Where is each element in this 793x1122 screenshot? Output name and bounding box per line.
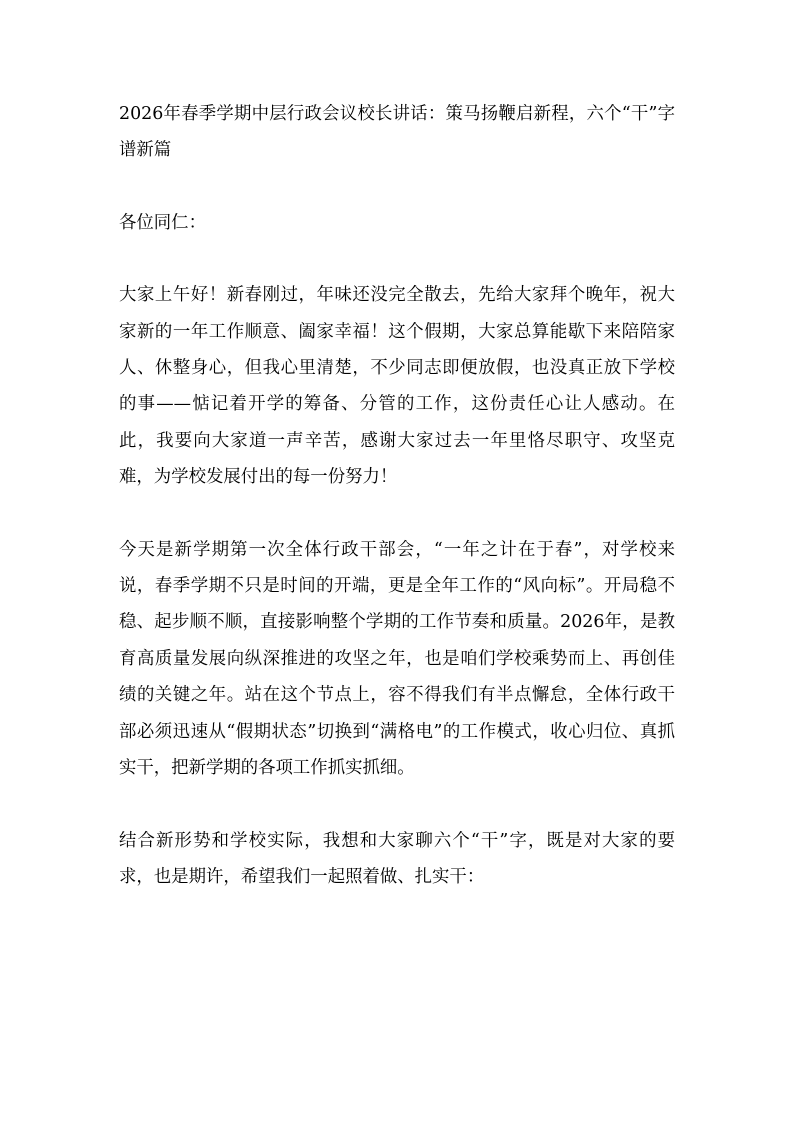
paragraph-new-semester: 今天是新学期第一次全体行政干部会，“一年之计在于春”，对学校来说，春季学期不只是时间的开端，更是全年工作的“风向标”。开局稳不稳、起步顺不顺，直接影响整个学期的工作节奏和质量。2026年，是教育高质量发展向纵深推进的攻坚之年，也是咱们学校乘势而上、再创佳绩的关键之年。站在这个节点上，容不得我们有半点懈怠，全体行政干部必须迅速从“假期状态”切换到“满格电”的工作模式，收心归位、真抓实干，把新学期的各项工作抓实抓细。 (119, 539, 675, 779)
paragraph-greeting: 大家上午好！新春刚过，年味还没完全散去，先给大家拜个晚年，祝大家新的一年工作顺意、阖家幸福！这个假期，大家总算能歇下来陪陪家人、休整身心，但我心里清楚，不少同志即便放假，也没真正放下学校的事——惦记着开学的筹备、分管的工作，这份责任心让人感动。在此，我要向大家道一声辛苦，感谢大家过去一年里恪尽职守、攻坚克难，为学校发展付出的每一份努力！ (119, 285, 675, 488)
paragraph-six-characters: 结合新形势和学校实际，我想和大家聊六个“干”字，既是对大家的要求，也是期许，希望我们一起照着做、扎实干： (119, 830, 675, 887)
document-body (119, 96, 675, 895)
salutation: 各位同仁： (119, 212, 206, 233)
document-title: 2026年春季学期中层行政会议校长讲话：策马扬鞭启新程，六个“干”字谱新篇 (119, 104, 675, 161)
